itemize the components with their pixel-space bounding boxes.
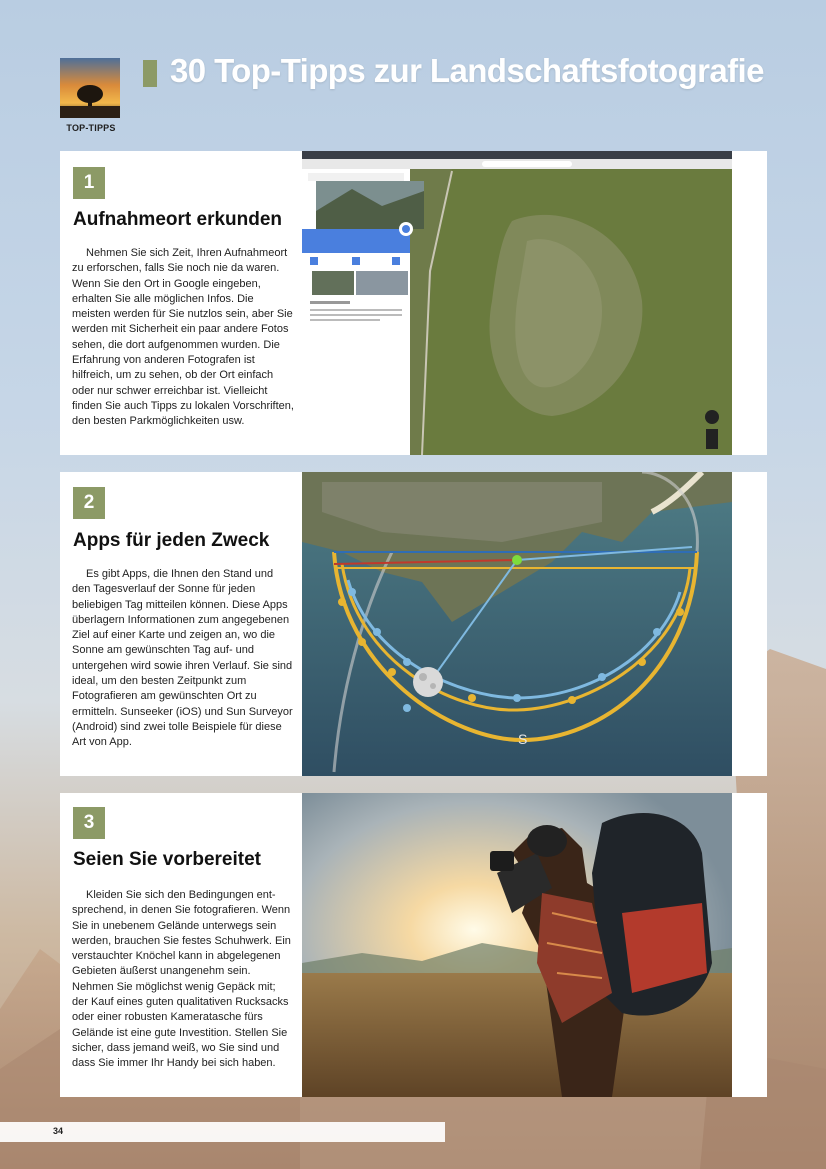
tip-body-paragraph: Nehmen Sie sich Zeit, Ihren Aufnahmeort zu erforschen, falls Sie noch nie da waren. Wenn Sie den Ort in Google eingeben, erhalten Sie alle möglichen Infos. Die meisten werden für Sie nutzlos sein, aber Sie werden mit Sicherheit ein paar andere Fotos sehen, die dort aufgenommen wurden. Die Erfahrung von anderen Fotografen ist hilfreich, um zu sehen, ob der Ort einfach oder nur schwer erreichbar ist. Vielleicht finden Sie auch Tipps zu lokalen Vorschriften, den besten Parkmöglichkeiten usw. [72, 247, 294, 428]
tip-body [72, 567, 294, 751]
tip-body-paragraph: Es gibt Apps, die Ihnen den Stand und den Tagesverlauf der Sonne für jeden beliebigen Tag mitteilen können. Diese Apps überlagern Informationen zum angegebenen Ziel auf einer Karte und zeigen an, wo die Sonne am gewünschten Tag auf- und untergehen wird sowie ihren Verlauf. Sie sind ideal, um den besten Zeitpunkt zum Fotografieren am gewünschten Ort zu ermitteln. Sunseeker (iOS) und Sun Surveyor (Android) sind zwei tolle Beispiele für diese Art von App. [72, 568, 293, 749]
tip-number-badge: 3 [73, 807, 105, 839]
tip-card-1 [60, 151, 767, 455]
photographer-image [302, 793, 732, 1097]
tip-heading: Apps für jeden Zweck [73, 530, 270, 551]
page-title: 30 Top-Tipps zur Landschaftsfotografie [170, 52, 764, 89]
tip-body [72, 246, 294, 430]
page-number: 34 [53, 1126, 64, 1136]
section-label: TOP-TIPPS [66, 123, 116, 133]
header-thumbnail-image [60, 58, 120, 118]
tip-card-3 [60, 793, 767, 1097]
tip-heading: Seien Sie vorbereitet [73, 849, 261, 870]
tip-card-2 [60, 472, 767, 776]
tip-number-badge: 2 [73, 487, 105, 519]
footer-strip [0, 1122, 445, 1142]
tip-body-paragraph: Kleiden Sie sich den Bedingungen entsprechend, in denen Sie fotografieren. Wenn Sie in unebenem Gelände unterwegs sein werden, brauchen Sie festes Schuhwerk. Ein verstauchter Knöchel kann in abgelegenen Gebieten äußerst unangenehm sein. Nehmen Sie möglichst wenig Gepäck mit; der Kauf eines guten qualitativen Rucksacks oder einer robusten Kameratasche fürs Gelände ist eine gute Investition. Stellen Sie sicher, dass jemand weiß, wo Sie sind und dass Sie immer Ihr Handy bei sich haben. [72, 889, 291, 1070]
sun-path-map-image [302, 472, 732, 776]
tip-heading: Aufnahmeort erkunden [73, 209, 283, 230]
tip-number-badge: 1 [73, 167, 105, 199]
tip-body [72, 888, 294, 1072]
title-accent-bar [143, 60, 157, 87]
maps-screenshot-image [302, 151, 732, 455]
compass-label: S [518, 731, 528, 747]
